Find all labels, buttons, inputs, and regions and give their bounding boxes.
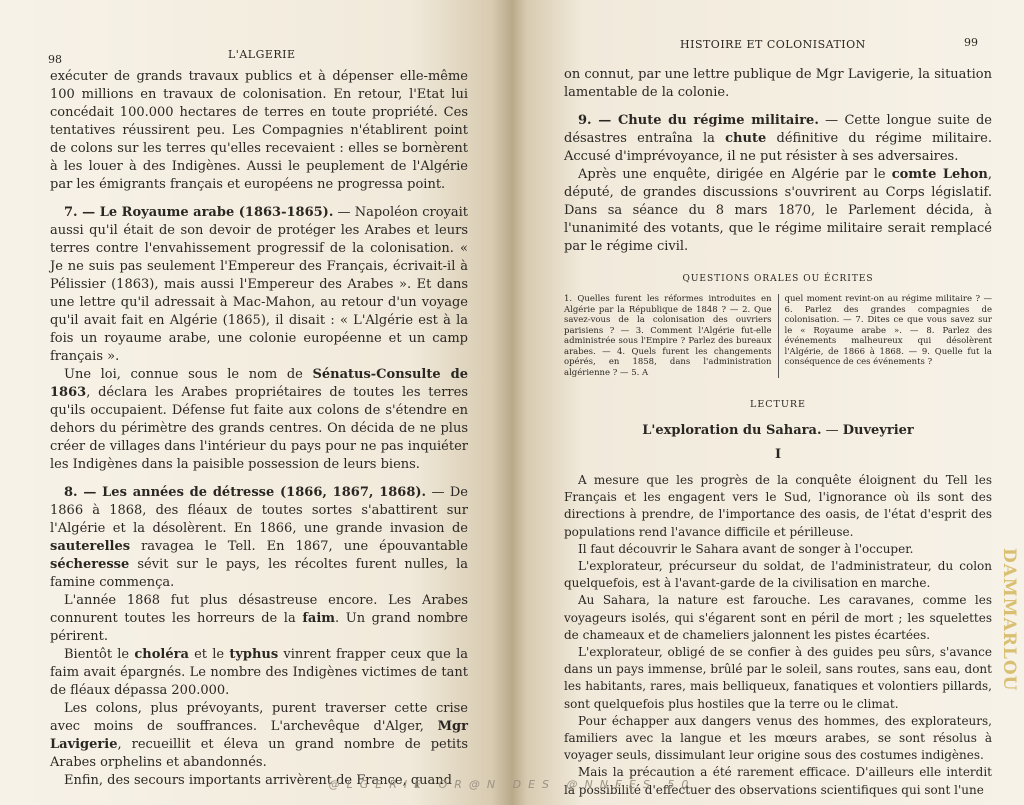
running-header-left: L'ALGERIE bbox=[228, 48, 296, 61]
paragraph bbox=[564, 166, 992, 256]
reading-paragraph: L'explorateur, obligé de se confier à des guides peu sûrs, s'avance dans un pays immense, brûlé par le soleil, sans routes, sans eau, dont les habitants, rares, mais belliqueux, fanatiques et volontiers pillards, sont quelquefois plus hostiles que la terre ou le climat. bbox=[564, 645, 992, 711]
reading-paragraph: L'explorateur, précurseur du soldat, de l'administrateur, du colon quelquefois, est à l'avant-garde de la civilisation en marche. bbox=[564, 559, 992, 591]
text-run: vinrent frapper ceux que la faim avait épargnés. Le nombre des Indigènes victimes de tant de fléaux dépassa 200.000. bbox=[50, 647, 468, 698]
bold-term: sauterelles bbox=[50, 539, 131, 554]
bold-term: chute bbox=[725, 131, 767, 146]
text-run: L'année 1868 fut plus désastreuse encore. Les Arabes connurent toutes les horreurs de la bbox=[50, 593, 468, 626]
left-page-body bbox=[50, 68, 468, 790]
paragraph: Enfin, des secours importants arrivèrent de France, quand bbox=[64, 773, 452, 788]
section-8 bbox=[50, 484, 468, 592]
text-run: Après une enquête, dirigée en Algérie par le bbox=[578, 167, 892, 182]
running-header-right: HISTOIRE ET COLONISATION bbox=[680, 38, 866, 51]
reading-body bbox=[564, 472, 992, 799]
lecture-numeral: I bbox=[774, 447, 782, 462]
bold-term: Sénatus-Consulte de 1863 bbox=[50, 367, 468, 400]
section-7 bbox=[50, 204, 468, 366]
page-number-left: 98 bbox=[48, 53, 62, 66]
questions-column-1: 1. Quelles furent les réformes introduites en Algérie par la République de 1848 ? — 2. Que savez-vous de la colonisation des ouvriers parisiens ? — 3. Comment l'Algérie fut-elle administrée sous l'Empire ? Parlez des bureaux arabes. — 4. Quels furent les changements opérés, en 1858, dans l'administration algérienne ? — 5. A bbox=[564, 294, 779, 378]
bold-term: typhus bbox=[229, 647, 279, 662]
paragraph bbox=[50, 700, 468, 772]
section-heading: 9. — Chute du régime militaire. bbox=[578, 113, 819, 128]
paragraph: exécuter de grands travaux publics et à dépenser elle-même 100 millions en travaux de colonisation. En retour, l'Etat lui concédait 100.000 hectares de terres en toute propriété. Ces tentatives réussirent peu. Les Compagnies n'établirent point de colons sur les terres qu'elles recevaient : elles se bornèrent à les louer à des Indigènes. Aussi le peuplement de l'Algérie par les émigrants français et européens ne progressa point. bbox=[50, 69, 468, 192]
text-run: . Un grand nombre périrent. bbox=[50, 611, 468, 644]
text-run: , recueillit et éleva un grand nombre de petits Arabes orphelins et abandonnés. bbox=[50, 737, 468, 770]
reading-paragraph: Pour échapper aux dangers venus des hommes, des explorateurs, familiers avec la langue et les mœurs arabes, se sont résolus à voyager seuls, dissimulant leur origine sous des costumes indigènes. bbox=[564, 713, 992, 763]
page-number-right: 99 bbox=[964, 36, 978, 49]
questions-column-2: quel moment revint-on au régime militaire ? — 6. Parlez des grandes compagnies de colonisation. — 7. Dites ce que vous savez sur le « Royaume arabe ». — 8. Parlez des événements malheureux qui désolèrent l'Algérie, de 1866 à 1868. — 9. Quelle fut la conséquence de ces événements ? bbox=[784, 294, 992, 367]
reading-paragraph: A mesure que les progrès de la conquête éloignent du Tell les Français et les engagent vers le Sud, l'ignorance où ils sont des directions à prendre, de l'importance des oasis, de l'état d'esprit des populations rend l'avance difficile et périlleuse. bbox=[564, 473, 992, 539]
bold-term: Mgr Lavigerie bbox=[50, 719, 468, 752]
section-heading: 8. — Les années de détresse (1866, 1867, 1868). bbox=[64, 485, 427, 500]
margin-stamp: DAMMARLOU bbox=[999, 548, 1019, 692]
text-run: Bientôt le bbox=[64, 647, 135, 662]
questions-title: QUESTIONS ORALES OU ÉCRITES bbox=[682, 274, 874, 284]
text-run: et le bbox=[188, 647, 230, 662]
reading-paragraph: Il faut découvrir le Sahara avant de songer à l'occuper. bbox=[578, 541, 914, 556]
lecture-title: L'exploration du Sahara. bbox=[642, 423, 822, 438]
paragraph bbox=[50, 646, 468, 700]
paragraph: on connut, par une lettre publique de Mgr Lavigerie, la situation lamentable de la colonie. bbox=[564, 67, 992, 100]
lecture-author: Duveyrier bbox=[842, 423, 914, 438]
text-run: sévit sur le pays, les récoltes furent nulles, la famine commença. bbox=[50, 557, 468, 590]
lecture-label: LECTURE bbox=[750, 399, 806, 410]
text-run: — Cette longue suite de désastres entraîna la bbox=[564, 113, 993, 146]
text-run: , député, de grandes discussions s'ouvrirent au Corps législatif. Dans sa séance du 8 mars 1870, le Parlement décida, à l'unanimité des votants, que le régime militaire serait remplacé par le régime civil. bbox=[564, 167, 992, 254]
text-run: , déclara les Arabes propriétaires de toutes les terres qu'ils occupaient. Défense fut faite aux colons de s'étendre en dehors du périmètre des grands centres. On décida de ne plus créer de villages dans l'intérieur du pays pour ne pas inquiéter les Indigènes dans la paisible possession de leurs biens. bbox=[50, 385, 468, 472]
section-text: — Napoléon croyait aussi qu'il était de son devoir de protéger les Arabes et leurs terres contre l'envahissement progressif de la colonisation. « Je ne suis pas seulement l'Empereur des Français, écrivait-il à Pélissier (1863), mais aussi l'Empereur des Arabes ». Et dans une lettre qu'il adressait à Mac-Mahon, au retour d'un voyage qu'il avait fait en Algérie (1865), il disait : « L'Algérie est à la fois un royaume arabe, une colonie européenne et un camp français ». bbox=[50, 205, 468, 364]
paragraph bbox=[50, 366, 468, 474]
right-page-body bbox=[564, 66, 992, 799]
text-run: Les colons, plus prévoyants, purent traverser cette crise avec moins de souffrances. L'archevêque d'Alger, bbox=[50, 701, 468, 734]
bold-term: comte Lehon bbox=[891, 167, 988, 182]
reading-paragraph: Mais la précaution a été rarement efficace. D'ailleurs elle interdit la possibilité d'effectuer des observations scientifiques qui sont l'une bbox=[564, 765, 992, 797]
questions-block bbox=[564, 294, 992, 378]
bold-term: faim bbox=[302, 611, 336, 626]
section-heading: 7. — Le Royaume arabe (1863-1865). bbox=[64, 205, 334, 220]
text-run: Une loi, connue sous le nom de bbox=[64, 367, 313, 382]
reading-paragraph: Au Sahara, la nature est farouche. Les caravanes, comme les voyageurs isolés, qui s'égarent sont en péril de mort ; les squelettes de chameaux et de chameliers jalonnent les pistes écartées. bbox=[564, 593, 992, 642]
section-9 bbox=[564, 112, 992, 166]
right-page bbox=[512, 0, 1024, 805]
text-run: ravagea le Tell. En 1867, une épouvantable bbox=[130, 539, 468, 554]
bold-term: sécheresse bbox=[50, 557, 130, 572]
text-run: définitive du régime militaire. Accusé d'imprévoyance, il ne put résister à ses adversaires. bbox=[564, 131, 992, 164]
text-run: — De 1866 à 1868, des fléaux de toutes sortes s'abattirent sur l'Algérie et la désolèrent. En 1866, une grande invasion de bbox=[50, 485, 468, 536]
lecture-title-line: L'exploration du Sahara. — Duveyrier bbox=[642, 423, 914, 438]
paragraph bbox=[50, 592, 468, 646]
watermark: @LGERIE OR@N DES @NNEES 50 bbox=[328, 778, 696, 791]
bold-term: choléra bbox=[134, 647, 189, 662]
